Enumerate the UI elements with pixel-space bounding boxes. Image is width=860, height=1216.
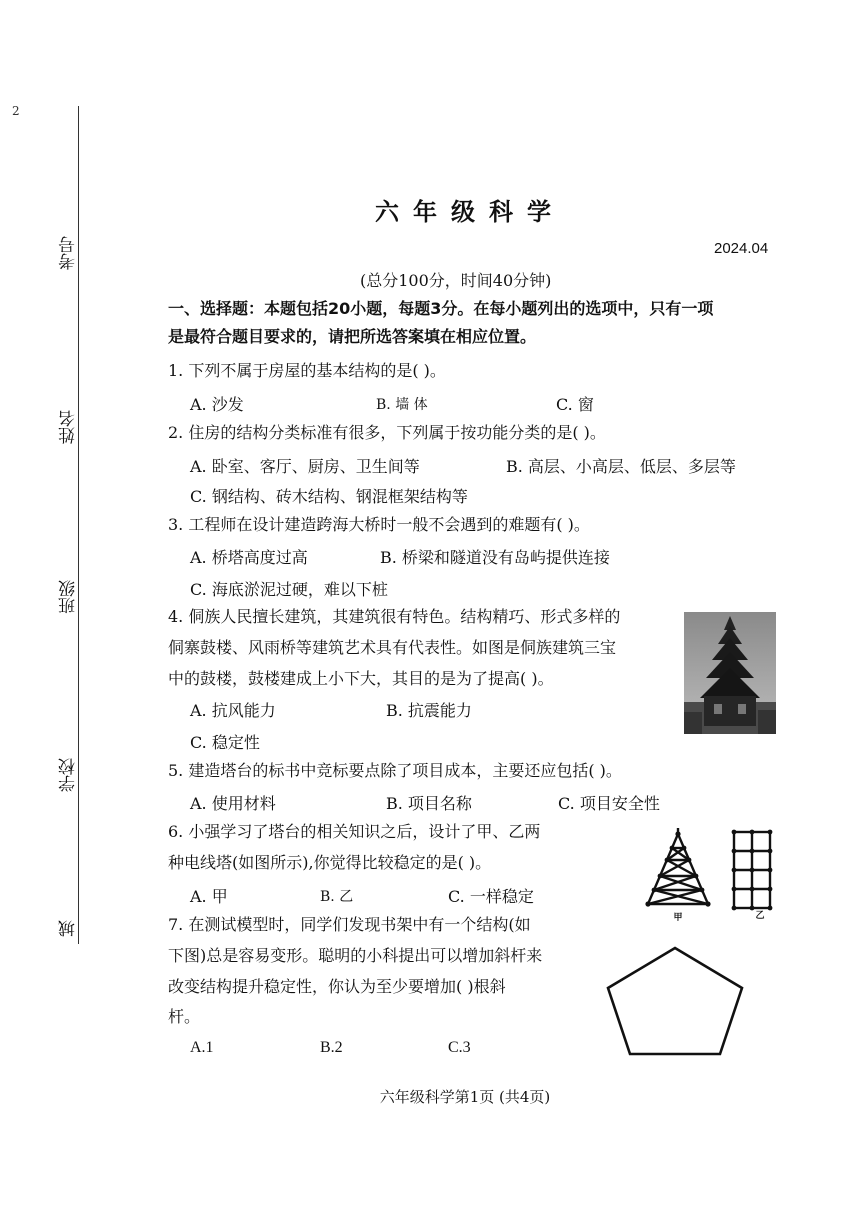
q3-stem: 3. 工程师在设计建造跨海大桥时一般不会遇到的难题有( )。 [168,515,590,534]
q3-option-a: A. 桥塔高度过高 [190,548,308,567]
q5-option-b: B. 项目名称 [386,794,472,813]
name-label: 姓名 [59,410,79,444]
school-label: 学校 [59,758,79,792]
q1-option-b: B. 墙 体 [376,397,428,413]
page-footer: 六年级科学第1页 (共4页) [379,1088,551,1106]
city-label: 城 [59,920,79,937]
q1-option-a: A. 沙发 [190,395,244,414]
q4-option-a: A. 抗风能力 [190,701,276,720]
q7-line2: 下图)总是容易变形。聪明的小科提出可以增加斜杆来 [168,946,543,965]
q3-option-c: C. 海底淤泥过硬，难以下桩 [190,580,388,599]
page-number: 2 [12,104,20,118]
q6-line2: 种电线塔(如图所示),你觉得比较稳定的是( )。 [168,853,492,872]
q6-option-a: A. 甲 [190,887,228,906]
q6-line1: 6. 小强学习了塔台的相关知识之后，设计了甲、乙两 [168,822,541,841]
exam-number-label: 考号 [59,236,79,270]
q5-option-a: A. 使用材料 [190,794,276,813]
q4-line2: 侗寨鼓楼、风雨桥等建筑艺术具有代表性。如图是侗族建筑三宝 [168,638,617,657]
q2-stem: 2. 住房的结构分类标准有很多，下列属于按功能分类的是( )。 [168,423,606,442]
q6-option-c: C. 一样稳定 [448,887,534,906]
q5-option-c: C. 项目安全性 [558,794,660,813]
q4-line1: 4. 侗族人民擅长建筑，其建筑很有特色。结构精巧、形式多样的 [168,607,621,626]
q4-option-b: B. 抗震能力 [386,701,472,720]
q5-stem: 5. 建造塔台的标书中竞标要点除了项目成本，主要还应包括( )。 [168,761,622,780]
exam-total: (总分100分，时间40分钟) [360,271,552,290]
q7-line3: 改变结构提升稳定性，你认为至少要增加( )根斜 [168,977,506,996]
page-title: 六年级科学 [375,198,565,226]
section-heading-line2: 是最符合题目要求的，请把所选答案填在相应位置。 [168,327,537,346]
exam-date: 2024.04 [714,240,769,257]
q3-option-b: B. 桥梁和隧道没有岛屿提供连接 [380,548,610,567]
q4-line3: 中的鼓楼，鼓楼建成上小下大，其目的是为了提高( )。 [168,669,554,688]
q2-option-b: B. 高层、小高层、低层、多层等 [506,457,736,476]
section-heading-line1: 一、选择题：本题包括20小题，每题3分。在每小题列出的选项中，只有一项 [168,299,714,318]
q7-option-a: A.1 [190,1039,214,1056]
tower-jia-label: 甲 [673,913,683,922]
q7-line1: 7. 在测试模型时，同学们发现书架中有一个结构(如 [168,915,531,934]
q7-line4: 杆。 [168,1007,201,1026]
tower-yi-label: 乙 [755,911,765,921]
q4-option-c: C. 稳定性 [190,733,260,752]
drum-tower-photo [684,612,776,734]
q2-option-c: C. 钢结构、砖木结构、钢混框架结构等 [190,487,468,506]
q1-option-c: C. 窗 [556,395,594,414]
power-towers-figure [640,826,774,922]
class-label: 班级 [59,580,79,614]
pentagon-figure [604,944,746,1058]
q7-option-c: C.3 [448,1039,471,1056]
q2-option-a: A. 卧室、客厅、厨房、卫生间等 [190,457,420,476]
binding-line [78,106,79,944]
q7-option-b: B.2 [320,1039,343,1056]
q1-stem: 1. 下列不属于房屋的基本结构的是( )。 [168,361,446,380]
q6-option-b: B. 乙 [320,889,354,905]
